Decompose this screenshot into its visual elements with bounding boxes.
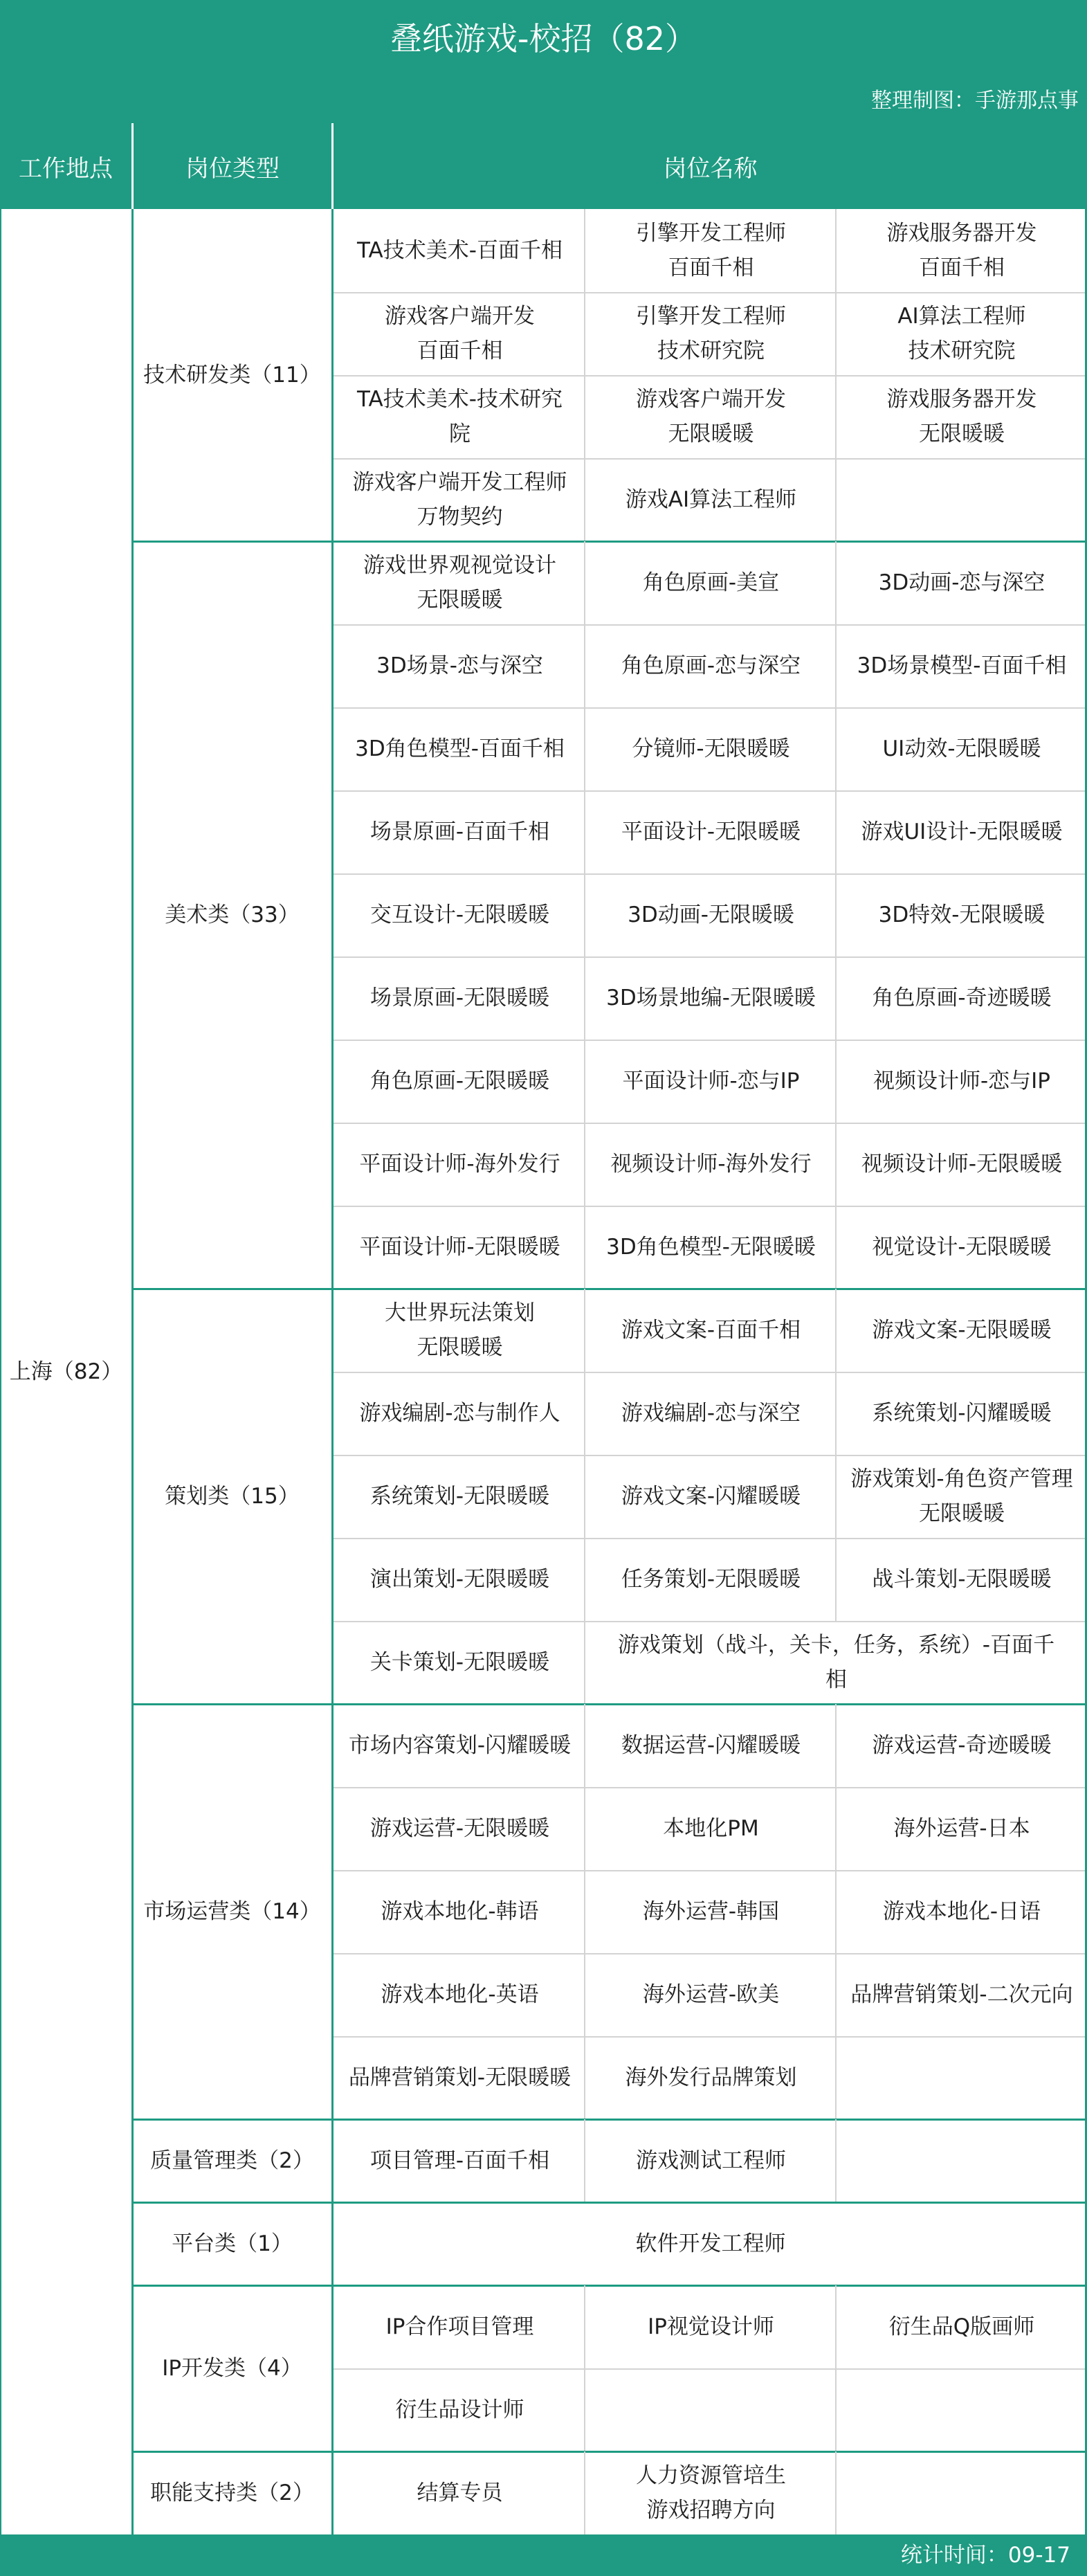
position-cell: 游戏运营-奇迹暖暖	[872, 1733, 1052, 1758]
position-cell: 海外发行品牌策划	[625, 2065, 797, 2090]
position-cell	[837, 2368, 1087, 2451]
category-cell: 平台类（1）	[172, 2231, 293, 2256]
position-cell: 游戏AI算法工程师	[625, 487, 797, 512]
position-cell: 品牌营销策划-二次元向	[850, 1982, 1073, 2007]
vline-category	[331, 209, 334, 2534]
footer-bar	[0, 2534, 1087, 2576]
position-cell: TA技术美术-技术研究 院	[357, 387, 563, 446]
position-cell: 3D角色模型-无限暖暖	[606, 1235, 816, 1260]
position-cell: 结算专员	[417, 2480, 503, 2505]
position-cell	[837, 458, 1087, 541]
position-cell: 游戏策划（战斗，关卡，任务，系统）-百面千 相	[617, 1633, 1055, 1692]
position-cell: 游戏客户端开发 无限暖暖	[636, 387, 786, 446]
title-bar	[0, 0, 1087, 123]
header-location: 工作地点	[0, 123, 131, 209]
position-cell: 海外运营-日本	[893, 1816, 1030, 1841]
position-cell: 游戏世界观视觉设计 无限暖暖	[363, 553, 556, 613]
position-cell: 游戏服务器开发 无限暖暖	[886, 387, 1037, 446]
position-cell: 游戏本地化-韩语	[381, 1899, 539, 1924]
position-cell: 角色原画-恋与深空	[621, 653, 801, 678]
position-cell: 平面设计师-海外发行	[359, 1152, 560, 1177]
header-category: 岗位类型	[132, 123, 331, 209]
position-cell: 视觉设计-无限暖暖	[872, 1235, 1052, 1260]
category-cell: IP开发类（4）	[162, 2356, 302, 2381]
position-cell: 海外运营-欧美	[642, 1982, 780, 2007]
position-cell: 游戏文案-百面千相	[621, 1318, 801, 1343]
position-cell: 游戏测试工程师	[636, 2148, 786, 2173]
position-cell: 3D场景地编-无限暖暖	[606, 986, 816, 1010]
position-cell: IP视觉设计师	[648, 2314, 774, 2339]
stat-time: 统计时间：09-17	[900, 2543, 1070, 2568]
position-cell: 项目管理-百面千相	[369, 2148, 550, 2173]
position-cell: 游戏本地化-日语	[882, 1899, 1041, 1924]
position-cell: 任务策划-无限暖暖	[621, 1567, 801, 1592]
vline-left	[0, 209, 1, 2534]
position-cell: 游戏客户端开发工程师 万物契约	[352, 470, 567, 529]
header-positions: 岗位名称	[332, 123, 1087, 209]
position-cell: 3D动画-无限暖暖	[628, 902, 794, 927]
position-cell: 引擎开发工程师 百面千相	[636, 221, 786, 280]
position-cell: 软件开发工程师	[635, 2231, 786, 2256]
position-cell: 视频设计师-海外发行	[610, 1152, 812, 1177]
position-cell: 游戏策划-角色资产管理 无限暖暖	[850, 1467, 1073, 1526]
position-cell: 衍生品设计师	[395, 2397, 524, 2422]
position-cell: 关卡策划-无限暖暖	[369, 1650, 550, 1675]
position-cell: 游戏编剧-恋与制作人	[359, 1401, 560, 1426]
category-cell: 策划类（15）	[165, 1484, 300, 1509]
position-cell: 数据运营-闪耀暖暖	[621, 1733, 801, 1758]
position-cell: 平面设计-无限暖暖	[621, 819, 801, 844]
position-cell: 平面设计师-无限暖暖	[359, 1235, 560, 1260]
position-cell: 人力资源管培生 游戏招聘方向	[636, 2463, 786, 2523]
position-cell: 分镜师-无限暖暖	[632, 736, 790, 761]
position-cell	[837, 2036, 1087, 2119]
position-cell: 海外运营-韩国	[642, 1899, 780, 1924]
position-cell: 衍生品Q版画师	[888, 2314, 1035, 2339]
position-cell: IP合作项目管理	[385, 2314, 534, 2339]
position-cell: 本地化PM	[663, 1816, 759, 1841]
position-cell: 游戏运营-无限暖暖	[369, 1816, 550, 1841]
position-cell: 系统策划-闪耀暖暖	[872, 1401, 1052, 1426]
position-cell: 游戏文案-闪耀暖暖	[621, 1484, 801, 1509]
credit-label: 整理制图：手游那点事	[871, 89, 1079, 113]
vline-location	[131, 209, 134, 2534]
category-cell: 美术类（33）	[165, 902, 300, 927]
position-cell: 平面设计师-恋与IP	[622, 1069, 800, 1094]
position-cell: 引擎开发工程师 技术研究院	[636, 304, 786, 363]
position-cell: 角色原画-奇迹暖暖	[872, 986, 1052, 1010]
position-cell: 游戏本地化-英语	[381, 1982, 539, 2007]
position-cell: 品牌营销策划-无限暖暖	[348, 2065, 572, 2090]
position-cell: 大世界玩法策划 无限暖暖	[385, 1300, 535, 1360]
position-cell: 交互设计-无限暖暖	[369, 902, 550, 927]
position-cell: 视频设计师-恋与IP	[873, 1069, 1051, 1094]
position-cell	[837, 2119, 1087, 2202]
position-cell: 游戏UI设计-无限暖暖	[861, 819, 1063, 844]
position-cell	[837, 2451, 1087, 2534]
position-cell: 3D特效-无限暖暖	[878, 902, 1045, 927]
position-cell: 游戏服务器开发 百面千相	[886, 221, 1037, 280]
position-cell: AI算法工程师 技术研究院	[897, 304, 1026, 363]
position-cell: 游戏编剧-恋与深空	[621, 1401, 801, 1426]
position-cell: 游戏文案-无限暖暖	[872, 1318, 1052, 1343]
position-cell: 视频设计师-无限暖暖	[861, 1152, 1063, 1177]
location-cell: 上海（82）	[9, 1359, 123, 1384]
position-cell: 角色原画-美宣	[642, 570, 780, 595]
position-cell: TA技术美术-百面千相	[357, 238, 563, 263]
position-cell: 角色原画-无限暖暖	[369, 1069, 550, 1094]
position-cell: 3D动画-恋与深空	[878, 570, 1045, 595]
position-cell: 演出策划-无限暖暖	[369, 1567, 550, 1592]
position-cell: 3D场景-恋与深空	[376, 653, 543, 678]
position-cell: 系统策划-无限暖暖	[369, 1484, 550, 1509]
page-title: 叠纸游戏-校招（82）	[390, 20, 697, 57]
position-cell: 3D场景模型-百面千相	[857, 653, 1067, 678]
category-cell: 市场运营类（14）	[143, 1899, 321, 1924]
position-cell	[585, 2368, 837, 2451]
position-cell: 游戏客户端开发 百面千相	[385, 304, 535, 363]
category-cell: 技术研发类（11）	[143, 363, 321, 388]
position-cell: UI动效-无限暖暖	[882, 736, 1041, 761]
category-cell: 质量管理类（2）	[150, 2148, 314, 2173]
position-cell: 战斗策划-无限暖暖	[872, 1567, 1052, 1592]
category-cell: 职能支持类（2）	[150, 2480, 314, 2505]
position-cell: 场景原画-无限暖暖	[369, 986, 550, 1010]
position-cell: 市场内容策划-闪耀暖暖	[348, 1733, 572, 1758]
position-cell: 场景原画-百面千相	[369, 819, 550, 844]
position-cell: 3D角色模型-百面千相	[355, 736, 565, 761]
